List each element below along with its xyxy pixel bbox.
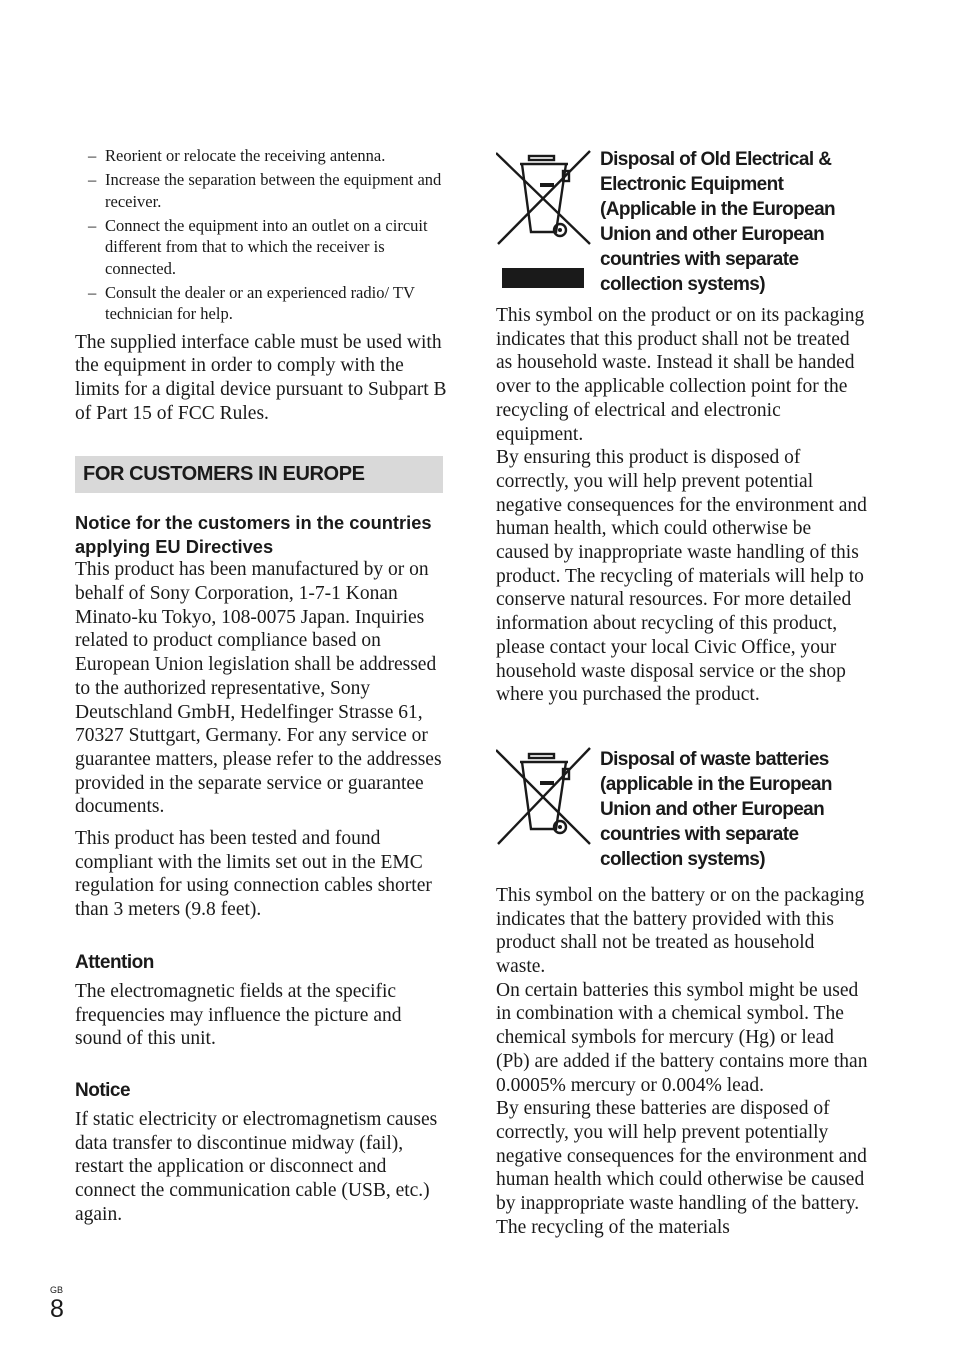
- section-title: FOR CUSTOMERS IN EUROPE: [83, 463, 365, 486]
- battery-block: [496, 745, 868, 872]
- list-item: – Connect the equipment into an outlet on a circuit different from that to which the receiver is connected.: [88, 215, 428, 278]
- left-column: [75, 145, 447, 1226]
- notice-heading: Notice: [75, 1079, 131, 1101]
- weee-block: [496, 145, 868, 297]
- crossed-out-wheelie-bin-icon: [496, 745, 594, 850]
- battery-title: Disposal of waste batteries (applicable in the European Union and other European countries with separate collection systems): [600, 748, 832, 870]
- interference-remedies-list: [75, 145, 447, 325]
- attention-paragraph: The electromagnetic fields at the specific frequencies may influence the picture and sound of this unit.: [75, 980, 402, 1050]
- region-code: GB: [50, 1285, 64, 1295]
- attention-heading: Attention: [75, 951, 154, 973]
- crossed-out-wheelie-bin-icon: [496, 145, 594, 290]
- battery-paragraph-1: This symbol on the battery or on the packaging indicates that the battery provided with this product shall not be treated as household waste.: [496, 884, 865, 978]
- weee-symbol: [496, 145, 600, 295]
- list-item: – Reorient or relocate the receiving antenna.: [88, 146, 386, 165]
- battery-symbol: [496, 745, 600, 855]
- battery-paragraph-2: On certain batteries this symbol might be used in combination with a chemical symbol. The chemical symbols for mercury (Hg) or lead (Pb) are added if the battery contains more than 0.0005% mercury or 0.004% lead.: [496, 979, 868, 1096]
- fcc-paragraph: The supplied interface cable must be used with the equipment in order to comply with the limits for a digital device pursuant to Subpart B of Part 15 of FCC Rules.: [75, 331, 447, 424]
- weee-paragraph-2: By ensuring this product is disposed of correctly, you will help prevent potential negative consequences for the environment and human health, which could otherwise be caused by inappropriate waste handling of this product. The recycling of materials will help to conserve natural resources. For more detailed information about recycling of this product, please contact your local Civic Office, your household waste disposal service or the shop where you purchased the product.: [496, 447, 867, 706]
- weee-paragraph-1: This symbol on the product or on its packaging indicates that this product shall not be treated as household waste. Instead it shall be handed over to the applicable collection point for the recycling of electrical and electronic equipment.: [496, 305, 865, 445]
- eu-notice-paragraph: This product has been manufactured by or on behalf of Sony Corporation, 1-7-1 Konan Minato-ku Tokyo, 108-0075 Japan. Inquiries related to product compliance based on European Union legislation shall be addressed to the authorized representative, Sony Deutschland GmbH, Hedelfinger Strasse 61, 70327 Stuttgart, Germany. For any service or guarantee matters, please refer to the addresses provided in the separate service or guarantee documents.: [75, 559, 442, 818]
- eu-notice-heading: Notice for the customers in the countries applying EU Directives: [75, 512, 432, 557]
- list-item: – Increase the separation between the equipment and receiver.: [88, 170, 442, 211]
- emc-paragraph: This product has been tested and found compliant with the limits set out in the EMC regulation for using connection cables shorter than 3 meters (9.8 feet).: [75, 828, 432, 921]
- page-number: [50, 1285, 64, 1323]
- battery-paragraph-3: By ensuring these batteries are disposed of correctly, you will help prevent potentially negative consequences for the environment and human health which could otherwise be caused by inappropriate waste handling of the battery. The recycling of the materials: [496, 1098, 867, 1238]
- notice-paragraph: If static electricity or electromagnetism causes data transfer to discontinue midway (fail), restart the application or disconnect and connect the communication cable (USB, etc.) again.: [75, 1108, 438, 1225]
- weee-title: Disposal of Old Electrical & Electronic Equipment (Applicable in the European Union and other European countries with separate collection systems): [600, 149, 836, 295]
- right-column: [496, 145, 868, 1240]
- list-item: – Consult the dealer or an experienced radio/ TV technician for help.: [88, 282, 415, 323]
- page-number-value: 8: [50, 1295, 64, 1323]
- section-header-europe: [75, 456, 443, 493]
